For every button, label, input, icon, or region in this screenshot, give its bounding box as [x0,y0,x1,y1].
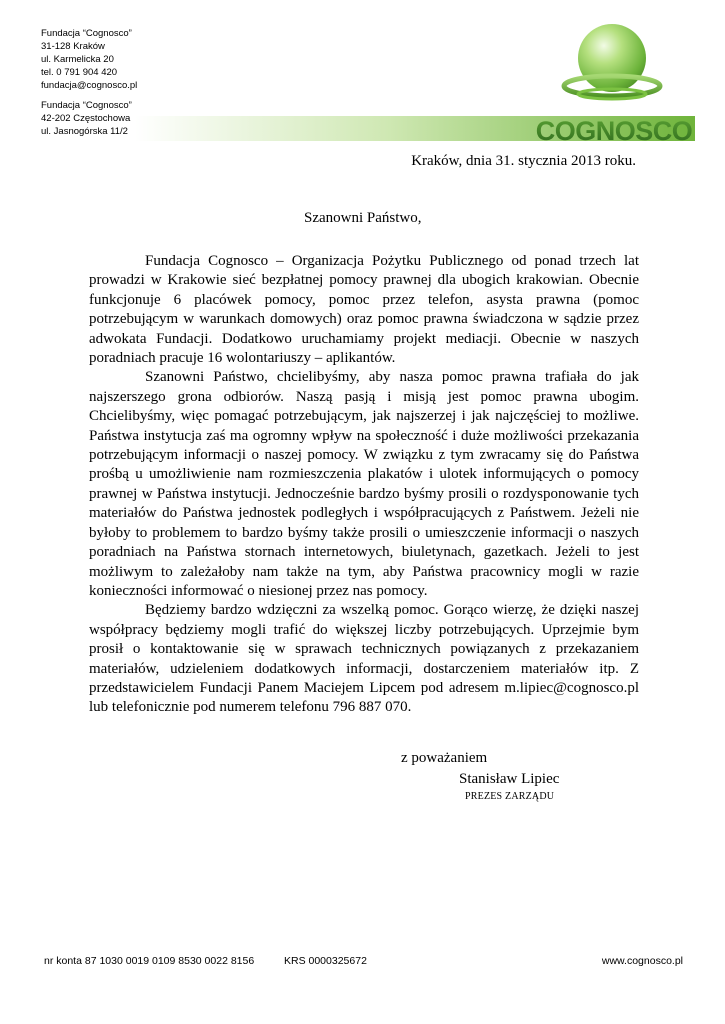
signer-title: PREZES ZARZĄDU [465,791,555,802]
address-line: tel. 0 791 904 420 [41,67,118,78]
address-line: 42-202 Częstochowa [41,113,131,124]
address-line: Fundacja “Cognosco” [41,100,132,111]
closing-text: z poważaniem [401,750,488,766]
body-paragraph: Fundacja Cognosco – Organizacja Pożytku Publicznego od ponad trzech lat prowadzi w Krakowie sieć bezpłatnej pomocy prawnej dla ubogich krakowian. Obecnie funkcjonuje 6 placówek pomocy, pomoc przez telefon, asysta prawna (pomoc potrzebującym w warunkach domowych) oraz pomoc prawna świadczona w sądzie przez adwokata Fundacji. Dodatkowo uruchamiamy projekt mediacji. Obecnie w naszych poradniach pracuje 16 wolontariuszy – aplikantów. [89,253,639,367]
address-email: fundacja@cognosco.pl [41,80,138,91]
cognosco-logo [0,20,725,150]
address-line: Fundacja “Cognosco” [41,28,132,39]
body-paragraph: Będziemy bardzo wdzięczni za wszelką pomoc. Gorąco wierzę, że dzięki naszej współpracy będziemy mogli trafić do większej liczby potrzebujących. Uprzejmie bym prosił o kontaktowanie się w sprawach technicznych powiązanych z przekazaniem materiałów, udzieleniem dodatkowych informacji, dostarczeniem materiałów itp. Z przedstawicielem Fundacji Panem Maciejem Lipcem pod adresem m.lipiec@cognosco.pl lub telefonicznie pod numerem telefonu 796 887 070. [89,602,639,716]
logo-text: COGNOSCO [535,116,693,146]
address-line: ul. Jasnogórska 11/2 [41,126,128,137]
logo-sphere [578,24,646,92]
signer-name: Stanisław Lipiec [459,771,560,787]
letter-date: Kraków, dnia 31. stycznia 2013 roku. [411,153,636,169]
letter-greeting: Szanowni Państwo, [304,210,422,226]
letter-body [89,252,639,718]
website-link[interactable]: www.cognosco.pl [601,955,683,967]
bank-account: nr konta 87 1030 0019 0109 8530 0022 8156 [44,955,255,967]
body-paragraph: Szanowni Państwo, chcielibyśmy, aby nasza pomoc prawna trafiała do jak najszerszego grona odbiorów. Naszą pasją i misją jest pomoc prawna ubogim. Chcielibyśmy, więc pomagać potrzebującym, jak najszerzej i jak najczęściej to możliwe. Państwa instytucja zaś ma ogromny wpływ na społeczność i duże możliwości przekazania potrzebującym informacji o naszej pomocy. W związku z tym zwracamy się do Państwa prośbą u umożliwienie nam rozmieszczenia plakatów i ulotek informujących o pomocy prawnej w Państwa instytucji. Jednocześnie bardzo byśmy prosili o rozdysponowanie tych materiałów do Państwa jednostek podległych i współpracujących z Państwem. Jeżeli nie byłoby to problemem to bardzo byśmy także prosili o umieszczenie informacji o naszych poradniach na Państwa stornach internetowych, biuletynach, gazetkach. Jeżeli to jest możliwym to zależałoby nam także na tym, aby Państwa pracownicy mogli w razie konieczności informować o niesionej przez nas pomocy. [89,369,639,599]
address-line: 31-128 Kraków [41,41,105,52]
address-line: ul. Karmelicka 20 [41,54,114,65]
krs-number: KRS 0000325672 [284,955,367,967]
